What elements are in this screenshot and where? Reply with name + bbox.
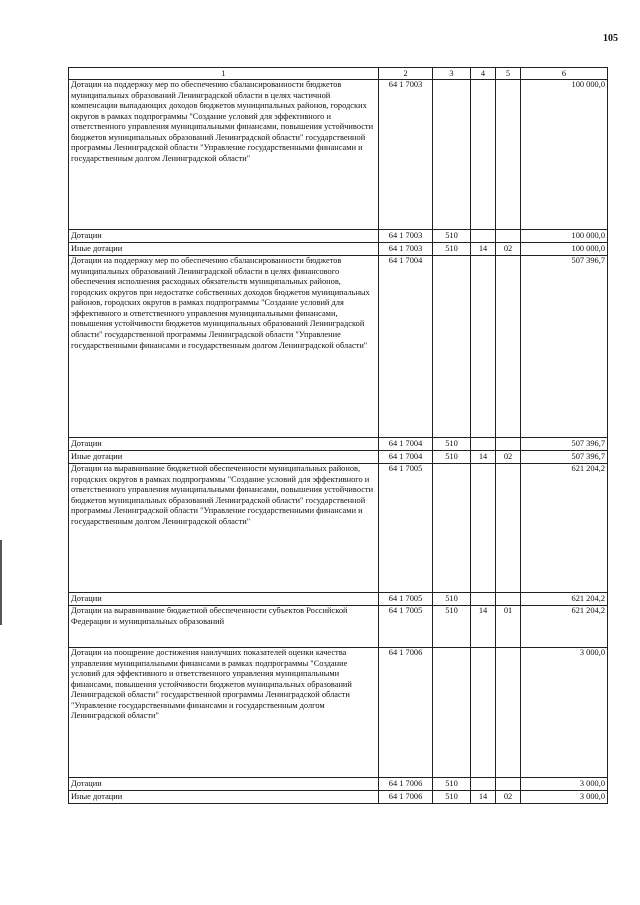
row-expense-type-cell: 510: [433, 243, 471, 256]
row-section-cell: [471, 438, 496, 451]
row-code-cell: 64 1 7005: [379, 593, 433, 606]
row-subsection-cell: 02: [496, 451, 521, 464]
table-row: [69, 464, 608, 593]
row-name-cell: Дотации на поддержку мер по обеспечению сбалансированности бюджетов муниципальных образований Ленинградской области в целях частичной компенсации выпадающих доходов бюджетов муниципальных районов, городских округов в рамках подпрограммы "Создание условий для эффективного и ответственного управления муниципальными финансами, повышения устойчивости бюджетов муниципальных образований Ленинградской области" государственной программы Ленинградской области "Управление государственными финансами и государственным долгом Ленинградской области": [69, 80, 379, 230]
header-cell: 1: [69, 68, 379, 80]
row-name-cell: Дотации на выравнивание бюджетной обеспеченности субъектов Российской Федерации и муниципальных образований: [69, 606, 379, 648]
row-name-cell: Дотации: [69, 778, 379, 791]
row-name-cell: Иные дотации: [69, 791, 379, 804]
row-name-cell: Дотации на поощрение достижения наилучших показателей оценки качества управления муниципальными финансами в рамках подпрограммы "Создание условий для эффективного и ответственного управления муниципальными финансами, повышения устойчивости бюджетов муниципальных образований Ленинградской области" государственной программы Ленинградской области "Управление государственными финансами и государственным долгом Ленинградской области": [69, 648, 379, 778]
scan-edge-line: [0, 540, 2, 625]
row-section-cell: [471, 80, 496, 230]
row-name-cell: Иные дотации: [69, 451, 379, 464]
table-header-row: [69, 68, 608, 80]
row-name-cell: Дотации на выравнивание бюджетной обеспеченности муниципальных районов, городских округов в рамках подпрограммы "Создание условий для эффективного и ответственного управления муниципальными финансами, повышения устойчивости бюджетов муниципальных образований Ленинградской области" государственной программы Ленинградской области "Управление государственными финансами и государственным долгом Ленинградской области": [69, 464, 379, 593]
row-section-cell: [471, 256, 496, 438]
row-section-cell: [471, 230, 496, 243]
row-subsection-cell: [496, 648, 521, 778]
table-row: [69, 593, 608, 606]
row-subsection-cell: [496, 80, 521, 230]
row-code-cell: 64 1 7003: [379, 80, 433, 230]
row-code-cell: 64 1 7003: [379, 230, 433, 243]
row-expense-type-cell: [433, 256, 471, 438]
row-amount-cell: 621 204,2: [521, 593, 608, 606]
row-section-cell: [471, 778, 496, 791]
table-row: [69, 230, 608, 243]
row-expense-type-cell: 510: [433, 791, 471, 804]
header-cell: 2: [379, 68, 433, 80]
header-cell: 6: [521, 68, 608, 80]
row-name-cell: Дотации: [69, 593, 379, 606]
budget-table: [68, 67, 608, 804]
table-row: [69, 606, 608, 648]
row-section-cell: 14: [471, 451, 496, 464]
row-expense-type-cell: 510: [433, 778, 471, 791]
row-subsection-cell: 02: [496, 243, 521, 256]
row-subsection-cell: [496, 230, 521, 243]
row-expense-type-cell: [433, 648, 471, 778]
row-code-cell: 64 1 7004: [379, 438, 433, 451]
row-amount-cell: 100 000,0: [521, 230, 608, 243]
row-amount-cell: 507 396,7: [521, 451, 608, 464]
row-code-cell: 64 1 7005: [379, 606, 433, 648]
header-cell: 3: [433, 68, 471, 80]
row-amount-cell: 3 000,0: [521, 648, 608, 778]
row-section-cell: [471, 593, 496, 606]
row-subsection-cell: [496, 778, 521, 791]
row-amount-cell: 507 396,7: [521, 438, 608, 451]
row-amount-cell: 3 000,0: [521, 791, 608, 804]
row-subsection-cell: [496, 256, 521, 438]
table-row: [69, 438, 608, 451]
row-code-cell: 64 1 7005: [379, 464, 433, 593]
row-amount-cell: 3 000,0: [521, 778, 608, 791]
row-amount-cell: 507 396,7: [521, 256, 608, 438]
page-number: 105: [603, 33, 618, 44]
row-code-cell: 64 1 7004: [379, 256, 433, 438]
row-amount-cell: 621 204,2: [521, 464, 608, 593]
row-code-cell: 64 1 7006: [379, 778, 433, 791]
table-row: [69, 80, 608, 230]
row-subsection-cell: 01: [496, 606, 521, 648]
table-row: [69, 791, 608, 804]
header-cell: 4: [471, 68, 496, 80]
table-row: [69, 256, 608, 438]
row-section-cell: [471, 648, 496, 778]
row-expense-type-cell: 510: [433, 606, 471, 648]
row-section-cell: [471, 464, 496, 593]
table-row: [69, 451, 608, 464]
row-expense-type-cell: 510: [433, 230, 471, 243]
row-expense-type-cell: 510: [433, 593, 471, 606]
header-cell: 5: [496, 68, 521, 80]
row-expense-type-cell: 510: [433, 438, 471, 451]
row-expense-type-cell: [433, 80, 471, 230]
row-expense-type-cell: 510: [433, 451, 471, 464]
row-amount-cell: 100 000,0: [521, 243, 608, 256]
row-section-cell: 14: [471, 791, 496, 804]
row-code-cell: 64 1 7003: [379, 243, 433, 256]
row-amount-cell: 100 000,0: [521, 80, 608, 230]
row-subsection-cell: [496, 464, 521, 593]
row-subsection-cell: 02: [496, 791, 521, 804]
row-name-cell: Дотации на поддержку мер по обеспечению сбалансированности бюджетов муниципальных образований Ленинградской области в целях финансового обеспечения исполнения расходных обязательств муниципальных районов, городских округов при недостатке собственных доходов бюджетов муниципальных районов, городских округов в рамках подпрограммы "Создание условий для эффективного и ответственного управления муниципальными финансами, повышения устойчивости бюджетов муниципальных образований Ленинградской области" государственной программы Ленинградской области "Управление государственными финансами и государственным долгом Ленинградской области": [69, 256, 379, 438]
row-code-cell: 64 1 7006: [379, 791, 433, 804]
row-code-cell: 64 1 7004: [379, 451, 433, 464]
row-name-cell: Дотации: [69, 438, 379, 451]
table-row: [69, 243, 608, 256]
table-row: [69, 778, 608, 791]
row-section-cell: 14: [471, 606, 496, 648]
table-row: [69, 648, 608, 778]
row-section-cell: 14: [471, 243, 496, 256]
row-code-cell: 64 1 7006: [379, 648, 433, 778]
row-subsection-cell: [496, 438, 521, 451]
row-name-cell: Дотации: [69, 230, 379, 243]
row-name-cell: Иные дотации: [69, 243, 379, 256]
row-expense-type-cell: [433, 464, 471, 593]
row-subsection-cell: [496, 593, 521, 606]
row-amount-cell: 621 204,2: [521, 606, 608, 648]
